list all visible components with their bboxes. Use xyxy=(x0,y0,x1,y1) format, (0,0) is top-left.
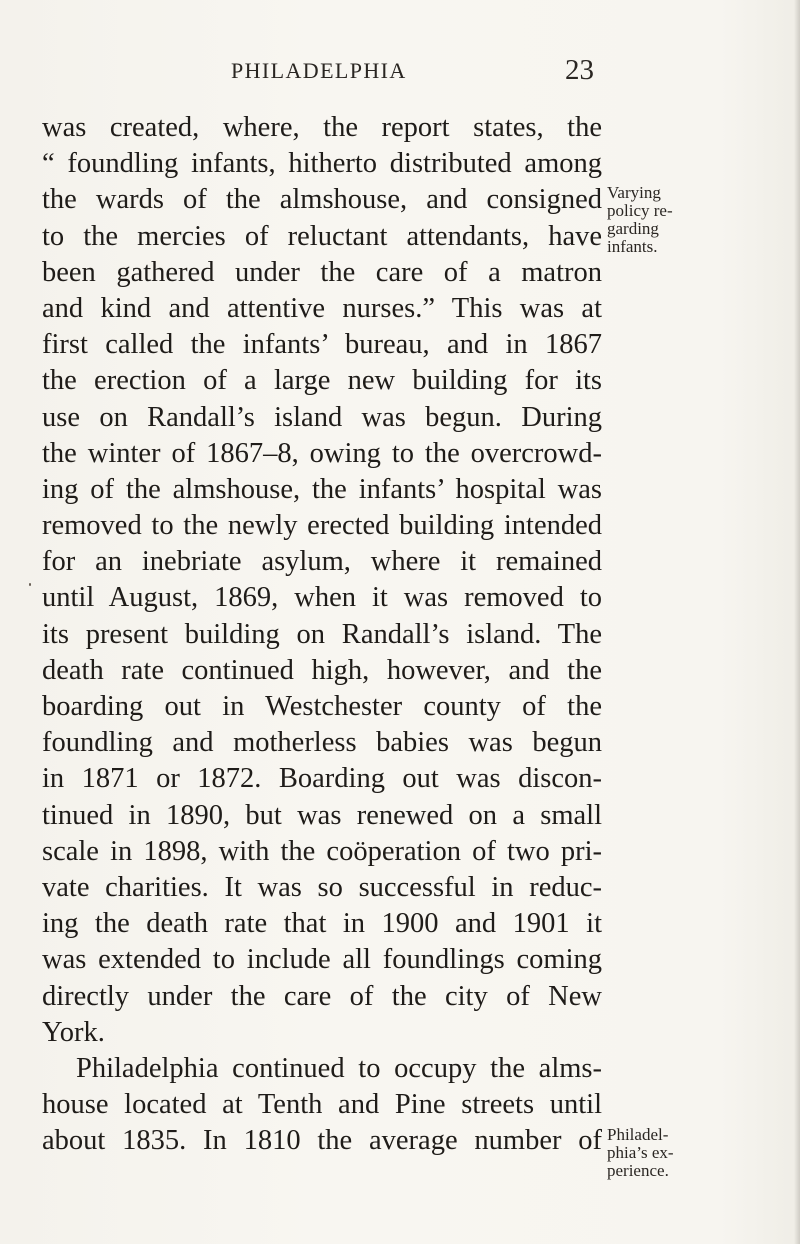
margin-note-philadelphia xyxy=(607,1126,717,1180)
running-head-title: PHILADELPHIA xyxy=(231,58,407,83)
text-line: death rate continued high, however, and the xyxy=(42,654,602,686)
margin-note-line: Philadel- xyxy=(607,1125,669,1144)
text-line: for an inebriate asylum, where it remained xyxy=(42,546,602,578)
text-line: the wards of the almshouse, and consigned xyxy=(42,184,602,216)
text-line: was created, where, the report states, the xyxy=(42,112,602,143)
margin-note-infants xyxy=(607,184,717,256)
page-number: 23 xyxy=(565,54,594,86)
text-line: the winter of 1867–8, owing to the overcrowd- xyxy=(42,437,602,469)
margin-note-line: Varying xyxy=(607,183,661,202)
text-line: removed to the newly erected building intended xyxy=(42,510,602,542)
text-line: until August, 1869, when it was removed to xyxy=(42,582,602,614)
text-line: been gathered under the care of a matron xyxy=(42,256,602,288)
page-edge-shadow xyxy=(794,0,800,1244)
text-line: was extended to include all foundlings coming xyxy=(42,944,602,976)
text-line: to the mercies of reluctant attendants, have xyxy=(42,220,602,252)
text-line: ing of the almshouse, the infants’ hospital was xyxy=(42,473,602,505)
margin-note-line: phia’s ex- xyxy=(607,1143,674,1162)
text-line: and kind and attentive nurses.” This was at xyxy=(42,292,602,324)
text-line: tinued in 1890, but was renewed on a small xyxy=(42,799,602,831)
ink-speck xyxy=(29,583,31,586)
text-line: ing the death rate that in 1900 and 1901 it xyxy=(42,908,602,940)
text-line: in 1871 or 1872. Boarding out was discon- xyxy=(42,763,602,795)
text-line: its present building on Randall’s island. The xyxy=(42,618,602,650)
text-line: the erection of a large new building for its xyxy=(42,365,602,397)
text-line: York. xyxy=(42,1016,105,1048)
text-line: first called the infants’ bureau, and in 1867 xyxy=(42,329,602,361)
text-line: use on Randall’s island was begun. During xyxy=(42,401,602,433)
body-text xyxy=(42,110,602,1159)
text-line: boarding out in Westchester county of the xyxy=(42,691,602,722)
text-line: about 1835. In 1810 the average number of xyxy=(42,1125,602,1157)
paragraph-start-line: Philadelphia continued to occupy the alms- xyxy=(76,1052,602,1084)
margin-note-line: policy re- xyxy=(607,201,673,220)
margin-note-line: perience. xyxy=(607,1161,669,1180)
text-line: vate charities. It was so successful in reduc- xyxy=(42,871,602,903)
text-line: “ foundling infants, hitherto distributed among xyxy=(42,148,602,180)
running-head xyxy=(0,54,800,94)
margin-note-line: infants. xyxy=(607,237,658,256)
text-line: directly under the care of the city of New xyxy=(42,980,602,1012)
margin-note-line: garding xyxy=(607,219,659,238)
text-line: foundling and motherless babies was begun xyxy=(42,727,602,759)
text-line: house located at Tenth and Pine streets until xyxy=(42,1089,602,1121)
text-line: scale in 1898, with the coöperation of two pri- xyxy=(42,835,602,867)
